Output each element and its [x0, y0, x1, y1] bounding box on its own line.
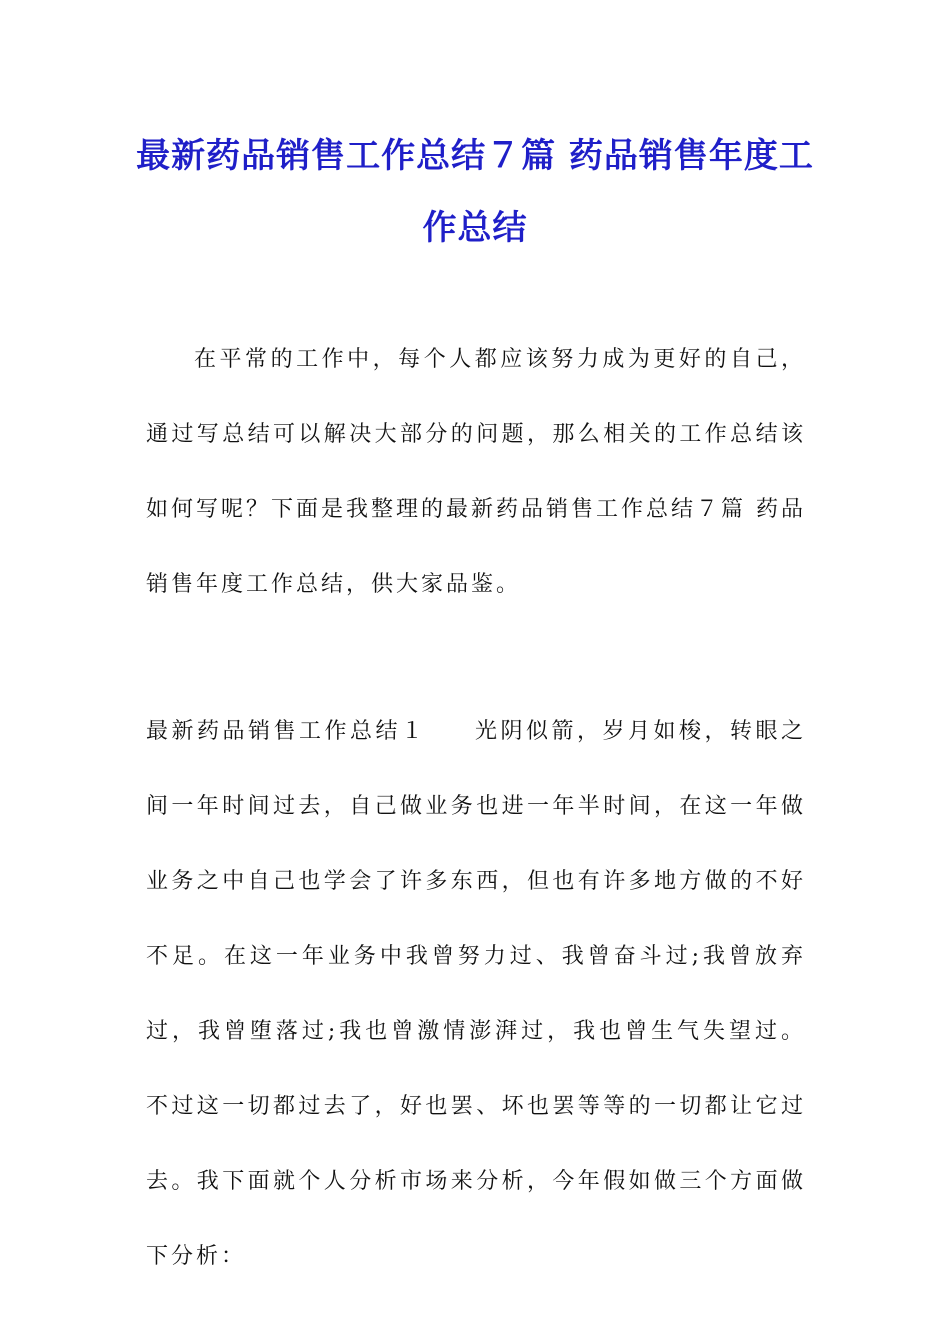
document-title: 最新药品销售工作总结７篇 药品销售年度工作总结 — [136, 136, 814, 248]
section-1-body: 光阴似箭，岁月如梭，转眼之间一年时间过去，自己做业务也进一年半时间，在这一年做业务之中自己也学会了许多东西，但也有许多地方做的不好不足。在这一年业务中我曾努力过、我曾奋斗过;我曾放弃过，我曾堕落过;我也曾激情澎湃过，我也曾生气失望过。不过这一切都过去了，好也罢、坏也罢等等的一切都让它过去。我下面就个人分析市场来分析，今年假如做三个方面做下分析： — [146, 719, 806, 1269]
section-1-heading: 最新药品销售工作总结１ — [146, 719, 427, 744]
section-1-paragraph — [146, 694, 806, 1294]
intro-paragraph: 在平常的工作中，每个人都应该努力成为更好的自己，通过写总结可以解决大部分的问题，那么相关的工作总结该如何写呢？下面是我整理的最新药品销售工作总结７篇 药品销售年度工作总结，供大家品鉴。 — [146, 347, 806, 597]
